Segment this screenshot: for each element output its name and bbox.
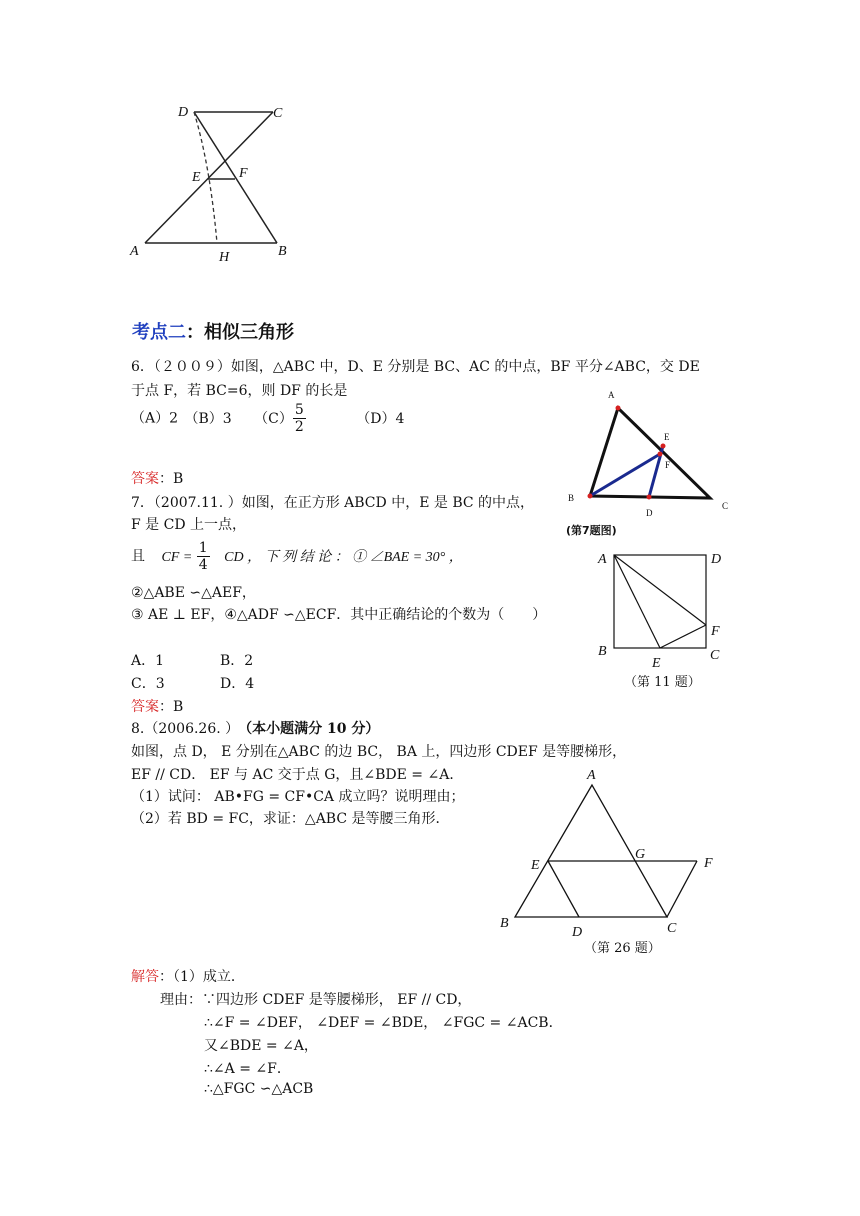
fig1-line-DB — [194, 112, 277, 243]
q7-figure — [590, 545, 740, 695]
solution-line5: ∴△FGC ∽△ACB — [204, 1081, 314, 1097]
q7-line3-cf: CF = — [161, 549, 193, 565]
solution-line2: ∴∠F = ∠DEF， ∠DEF = ∠BDE， ∠FGC = ∠ACB． — [204, 1015, 563, 1031]
q7-label-D: D — [711, 552, 722, 567]
q8-label-G: G — [635, 847, 646, 862]
q6-frac-num: 5 — [294, 402, 304, 418]
q7-figure-caption: （第 11 题） — [624, 675, 701, 690]
q8-label-B: B — [500, 916, 509, 931]
q8-label-A: A — [587, 768, 596, 783]
q7-option-b: B．2 — [220, 653, 254, 669]
q6-figure-caption: (第7题图) — [566, 524, 617, 537]
q7-option-d: D．4 — [220, 676, 255, 692]
q7-option-c: C．3 — [131, 676, 165, 692]
q6-frac-den: 2 — [294, 419, 304, 435]
solution-line0 — [131, 966, 245, 986]
q8-label-C: C — [667, 921, 677, 936]
section-heading — [132, 318, 294, 344]
q6-point-F — [658, 452, 663, 457]
q8-label-E: E — [531, 858, 540, 873]
q6-point-B — [588, 494, 593, 499]
q7-line-AF — [614, 555, 706, 625]
section-title-colon: ： — [186, 322, 204, 343]
q7-line3-post: CD ， 下 列 结 论 ： ① ∠BAE = 30° ， — [224, 549, 463, 565]
q8-line1-bold: （本小题满分 10 分） — [245, 721, 380, 737]
fig1-label-E: E — [192, 170, 201, 185]
q7-frac-den: 4 — [198, 557, 208, 573]
q6-label-F: F — [665, 460, 671, 470]
q6-option-d: （D）4 — [356, 410, 405, 427]
section-title-rest: 相似三角形 — [204, 322, 294, 343]
q8-line1 — [131, 718, 379, 738]
q6-answer-label: 答案 — [131, 471, 159, 487]
q8-line3: EF // CD． EF 与 AC 交于点 G，且∠BDE = ∠A． — [131, 767, 464, 783]
q7-line-EF — [660, 625, 706, 648]
fig1-label-A: A — [130, 244, 139, 259]
q7-answer — [131, 696, 183, 716]
q6-answer — [131, 468, 183, 488]
q6-label-D: D — [646, 508, 653, 518]
q7-line5: ③ AE ⊥ EF，④△ADF ∽△ECF．其中正确结论的个数为（ ） — [131, 607, 547, 623]
q7-answer-label: 答案 — [131, 699, 159, 715]
q7-square-ABCD — [614, 555, 706, 648]
q7-line3-pre: 且 — [131, 548, 145, 565]
fig1-label-B: B — [278, 244, 287, 259]
q6-line1: 6．（２００９）如图，△ABC 中，D、E 分别是 BC、AC 的中点，BF 平分∠ABC，交 DE — [131, 359, 700, 375]
q6-point-D — [647, 495, 652, 500]
solution-label: 解答 — [131, 969, 159, 985]
q7-line3 — [131, 540, 463, 573]
q7-frac-num: 1 — [198, 540, 208, 556]
section-title-prefix: 考点二 — [132, 322, 186, 343]
q6-point-A — [616, 406, 621, 411]
q7-answer-value: ：B — [159, 699, 184, 715]
q8-label-F: F — [704, 856, 713, 871]
solution-line4: ∴∠A = ∠F． — [204, 1061, 291, 1077]
q7-line4: ②△ABE ∽△AEF， — [131, 585, 256, 601]
q8-line1-pre: 8.（2006.26. ） — [131, 721, 240, 737]
q7-label-F: F — [711, 624, 720, 639]
q8-line-ED — [548, 861, 579, 917]
fig1-label-F: F — [239, 166, 248, 181]
q7-line-AE — [614, 555, 660, 648]
q6-answer-value: ：B — [159, 471, 184, 487]
q6-options — [131, 402, 404, 435]
q6-option-a: （A）2 — [131, 410, 179, 427]
fig1-label-H: H — [219, 250, 230, 265]
q6-option-b: （B）3 — [184, 410, 232, 427]
q8-line4: （1）试问： AB•FG = CF•CA 成立吗？说明理由； — [131, 789, 465, 805]
q7-label-A: A — [598, 552, 607, 567]
q8-figure-caption: （第 26 题） — [584, 941, 661, 956]
solution-line3: 又∠BDE = ∠A， — [204, 1038, 318, 1054]
q7-option-a: A．1 — [131, 653, 165, 669]
q7-label-E: E — [652, 656, 661, 671]
fig1-line-AC — [145, 112, 273, 243]
fig1-label-C: C — [273, 106, 283, 121]
q7-line2: F 是 CD 上一点， — [131, 517, 247, 533]
q6-label-B: B — [568, 493, 575, 503]
figure-1 — [125, 95, 295, 270]
q7-line1: 7．（2007.11. ）如图，在正方形 ABCD 中，E 是 BC 的中点， — [131, 495, 535, 511]
q8-figure — [495, 765, 730, 960]
q6-option-c-fraction — [293, 402, 306, 435]
q6-line2: 于点 F，若 BC=6，则 DF 的长是 — [131, 383, 348, 399]
solution-line1: 理由：∵四边形 CDEF 是等腰梯形， EF // CD， — [160, 992, 472, 1008]
fig1-label-D: D — [178, 105, 189, 120]
q8-line-FC — [667, 861, 697, 917]
q6-label-E: E — [664, 432, 670, 442]
q8-label-D: D — [572, 925, 583, 940]
q8-line5: （2）若 BD = FC，求证：△ABC 是等腰三角形． — [131, 811, 450, 827]
q6-label-C: C — [722, 501, 729, 511]
q7-fraction — [197, 540, 210, 573]
q8-line2: 如图，点 D， E 分别在△ABC 的边 BC， BA 上，四边形 CDEF 是等腰梯形， — [131, 744, 627, 760]
q7-label-B: B — [598, 644, 607, 659]
q6-figure — [560, 388, 740, 538]
q6-point-E — [661, 444, 666, 449]
q6-label-A: A — [608, 390, 615, 400]
q7-label-C: C — [710, 648, 720, 663]
q6-option-c: （C） — [254, 410, 293, 427]
solution-line0-text: ：（1）成立． — [159, 969, 245, 985]
